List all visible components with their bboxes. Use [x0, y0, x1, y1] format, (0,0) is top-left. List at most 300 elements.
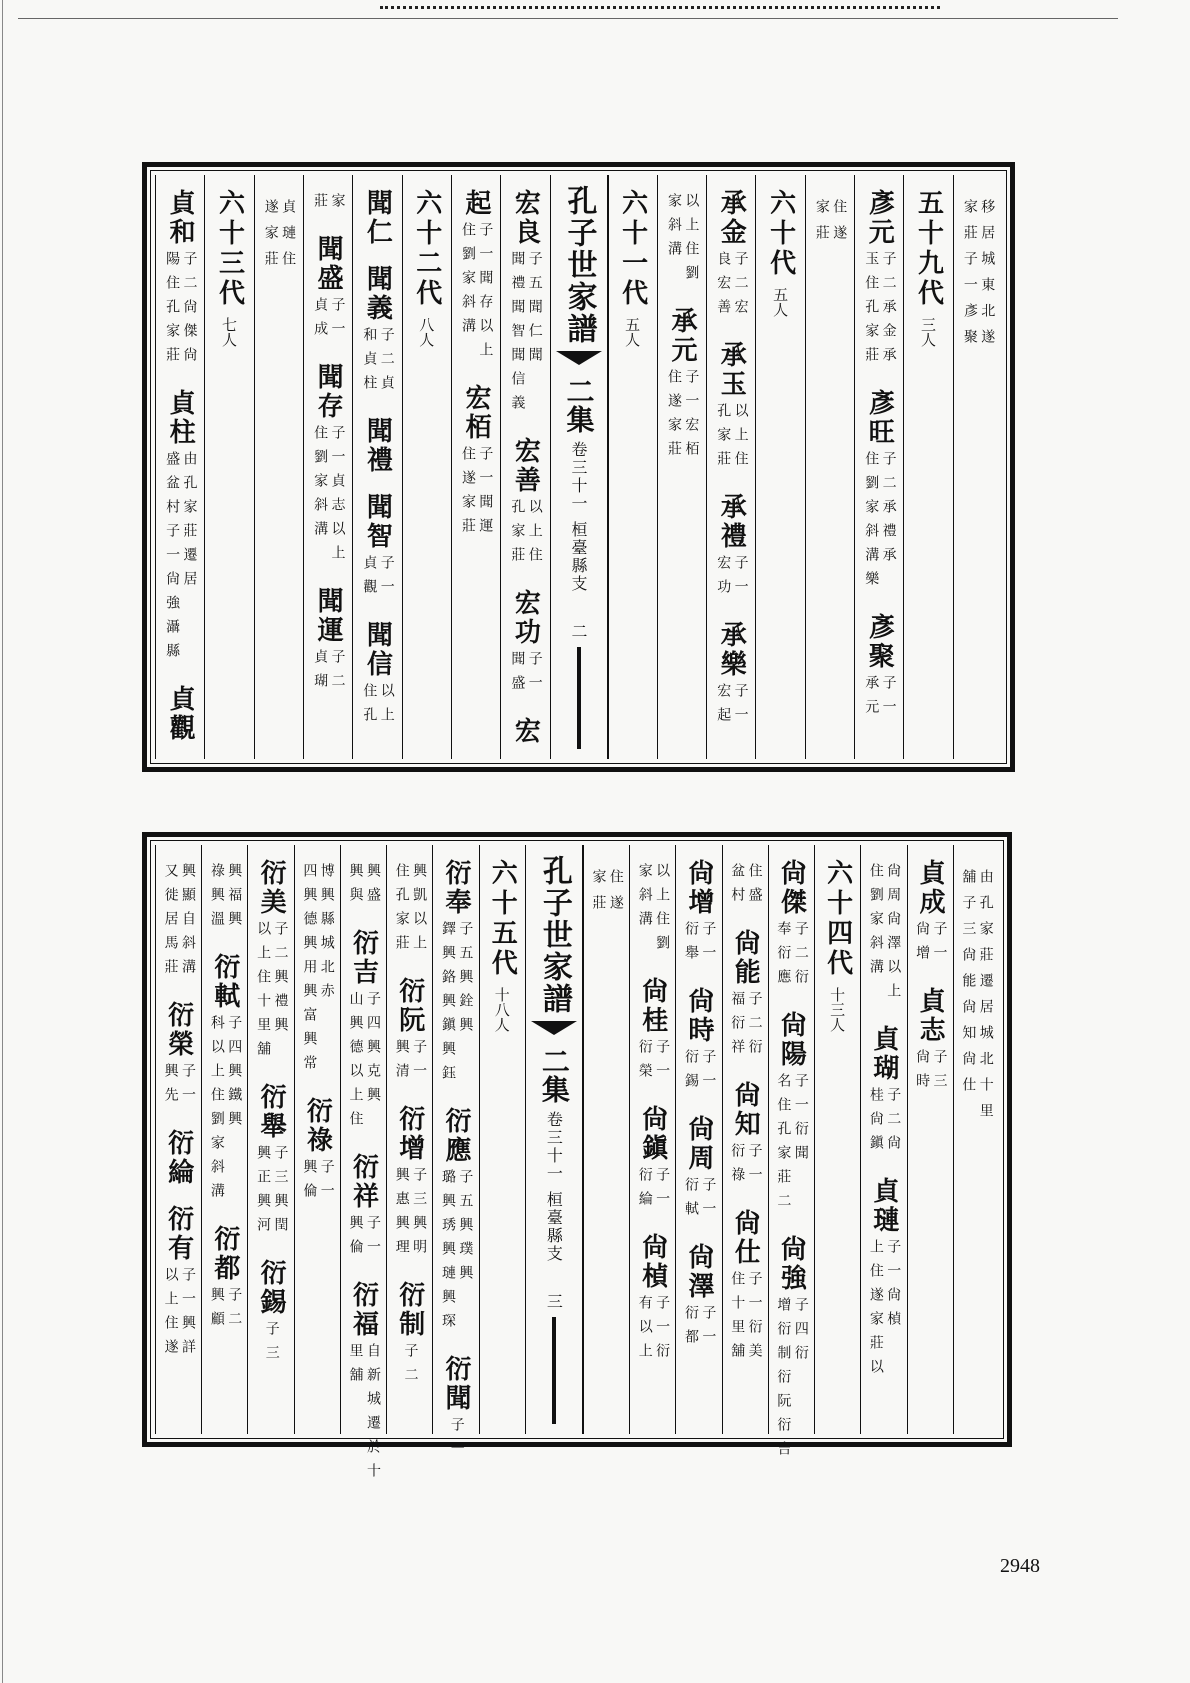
note-line: 子二承禮承: [880, 451, 897, 571]
note-line: 鐸興鉻興鎭興鈺: [440, 921, 457, 1089]
person-entry: [683, 1115, 716, 1225]
note-line: 子五聞仁聞: [526, 251, 543, 371]
note-line: 興倫: [301, 1159, 318, 1207]
person-column: [247, 845, 293, 1434]
person-note: [868, 1239, 901, 1383]
note-line: 有以上: [636, 1295, 653, 1367]
person-note: [683, 1049, 716, 1097]
note-line: 承元: [863, 675, 880, 723]
person-note: [312, 425, 345, 569]
note-line: 聞禮聞智聞信義: [509, 251, 526, 419]
person-note: [683, 1305, 716, 1353]
person-entry: [312, 235, 345, 345]
generation-heading: [755, 175, 804, 759]
person-entry: [255, 1083, 288, 1241]
generation-title: 六十二代: [411, 189, 442, 309]
fish-tail-ornament: [531, 1021, 577, 1043]
note-line: 良宏善: [715, 251, 732, 323]
generation-heading: [608, 175, 657, 759]
note-line: 興凱以上: [411, 863, 428, 959]
note-line: 衍祿: [729, 1143, 746, 1191]
person-entry: [775, 1011, 808, 1217]
person-column: [352, 175, 401, 759]
person-entry: [208, 859, 241, 935]
person-name: 聞義: [362, 265, 393, 323]
note-line: 興顯自斜溝: [180, 863, 196, 983]
note-line: 衍錫: [682, 1049, 699, 1097]
generation-title: 六十三代: [214, 189, 245, 309]
person-column: [155, 175, 204, 759]
note-line: 盛盆村子一尙強灄縣: [164, 451, 181, 667]
person-entry: [208, 953, 241, 1207]
person-entry: [636, 1233, 669, 1367]
note-line: 子一: [654, 1039, 671, 1087]
person-entry: [666, 189, 699, 289]
note-line: 聞盛: [509, 651, 526, 699]
person-name: 尙陽: [776, 1011, 807, 1069]
person-note: [301, 1159, 334, 1207]
note-line: 家莊: [590, 869, 607, 921]
note-line: 山興德以上住: [347, 991, 364, 1135]
person-note: [509, 499, 542, 571]
person-note: [729, 863, 762, 911]
note-line: 子二尙: [885, 1087, 902, 1159]
person-name: 尙增: [683, 859, 714, 917]
note-line: 家莊子一彥聚: [961, 199, 978, 355]
person-note: [402, 1343, 417, 1391]
leaf-number: 二: [569, 623, 588, 639]
person-entry: [868, 1177, 901, 1383]
person-note: [868, 863, 901, 1007]
fish-stem-line: [552, 1317, 556, 1424]
banner-column: [550, 175, 608, 759]
person-entry: [441, 1355, 472, 1465]
person-name: 衍祥: [348, 1153, 379, 1211]
person-note: [914, 1049, 947, 1097]
person-entry: [165, 685, 196, 743]
note-line: 子二: [226, 1287, 243, 1335]
note-line: 興與: [347, 863, 364, 911]
note-line: 尙周尙澤以上: [885, 863, 902, 1007]
note-line: 貞瑚: [312, 649, 329, 697]
note-line: 舖子三尙能尙知尙仕: [960, 869, 977, 1103]
branch-label: 桓臺縣支: [569, 521, 588, 593]
note-line: 子一: [654, 1167, 671, 1215]
note-line: 宏起: [715, 683, 732, 731]
person-name: 衍軾: [209, 953, 240, 1011]
note-line: 子二尙傑尙: [181, 251, 198, 371]
note-line: 桂尙鎭: [867, 1087, 884, 1159]
person-entry: [393, 1105, 426, 1263]
person-note: [208, 1287, 241, 1335]
note-line: 子一貞志以上: [329, 425, 346, 569]
note-line: 住遂: [607, 869, 624, 921]
note-line: 上住遂家莊以: [867, 1239, 884, 1383]
person-name: 承樂: [716, 621, 747, 679]
person-entry: [868, 1025, 901, 1159]
person-entry: [636, 859, 669, 959]
person-note: [666, 193, 699, 289]
person-note: [460, 222, 493, 366]
person-note: [683, 1177, 716, 1225]
person-name: 衍聞: [441, 1355, 472, 1413]
generation-heading: [479, 845, 525, 1434]
person-column: [201, 845, 247, 1434]
note-line: 興先: [162, 1063, 179, 1111]
note-line: 玉住孔家莊: [863, 251, 880, 371]
person-note: [666, 369, 699, 465]
annotation-column: [254, 175, 303, 759]
note-line: 興清: [393, 1039, 410, 1087]
person-note: [361, 683, 394, 731]
person-note: [715, 683, 748, 731]
generation-heading: [402, 175, 451, 759]
person-name: 宏善: [510, 437, 541, 495]
note-pair: [960, 863, 993, 1129]
note-line: 里舖: [347, 1343, 364, 1391]
person-entry: [312, 363, 345, 569]
person-name: 衍有: [163, 1205, 194, 1263]
person-name: 衍增: [394, 1105, 425, 1163]
person-note: [164, 251, 197, 371]
person-note: [263, 1321, 278, 1369]
note-line: 四興德興用興富興常: [301, 863, 318, 1079]
person-note: [312, 649, 345, 697]
person-note: [729, 991, 762, 1063]
person-column: [675, 845, 721, 1434]
book-title: 孔子世家譜: [536, 855, 572, 1015]
person-name: 起: [461, 189, 492, 218]
person-entry: [775, 859, 808, 993]
person-note: [162, 1063, 195, 1111]
note-line: 住劉家斜溝: [460, 222, 477, 342]
person-entry: [715, 621, 748, 731]
note-line: 家莊: [813, 199, 830, 251]
person-note: [208, 863, 241, 935]
person-note: [683, 921, 716, 969]
person-column: [768, 845, 814, 1465]
person-entry: [868, 859, 901, 1007]
person-name: 彥元: [864, 189, 895, 247]
note-line: 福衍祥: [729, 991, 746, 1063]
note-line: 家: [329, 193, 346, 217]
leaf-number: 三: [544, 1293, 564, 1309]
person-entry: [312, 189, 345, 217]
note-line: 子二衍: [746, 991, 763, 1063]
note-pair: [262, 193, 295, 277]
note-line: 子一: [700, 1049, 717, 1097]
person-name: 尙桂: [637, 977, 668, 1035]
generation-count: 十八人: [492, 987, 511, 1032]
person-name: 彥旺: [864, 389, 895, 447]
person-name: 貞柱: [165, 389, 196, 447]
person-entry: [347, 1281, 380, 1487]
person-entry: [636, 977, 669, 1087]
note-line: 貞成: [312, 297, 329, 345]
person-entry: [208, 1225, 241, 1335]
person-entry: [509, 189, 542, 419]
person-entry: [440, 1107, 473, 1337]
person-note: [509, 251, 542, 419]
person-note: [775, 921, 808, 993]
note-line: 以上住: [526, 499, 543, 571]
person-entry: [164, 389, 197, 667]
note-line: 以上住劉: [683, 193, 700, 289]
person-name: 貞觀: [165, 685, 196, 743]
generation-heading: [204, 175, 253, 759]
branch-label: 桓臺縣支: [544, 1191, 564, 1263]
note-line: 子一: [318, 1159, 335, 1207]
book-title: 孔子世家譜: [561, 185, 597, 345]
note-line: 奉衍應: [775, 921, 792, 993]
person-name: 貞璉: [868, 1177, 899, 1235]
person-column: [907, 845, 953, 1434]
note-line: 子五興璞興: [457, 1169, 474, 1289]
person-entry: [347, 1153, 380, 1263]
generation-count: 十三人: [828, 987, 847, 1032]
person-name: 衍綸: [163, 1129, 194, 1187]
note-line: 子一: [329, 297, 346, 345]
person-entry: [729, 929, 762, 1063]
person-note: [775, 1297, 808, 1465]
note-line: 住劉家斜溝: [867, 863, 884, 983]
note-line: 子一: [700, 1305, 717, 1353]
person-entry: [312, 587, 345, 697]
person-note: [312, 297, 345, 345]
person-column: [303, 175, 352, 759]
person-column: [657, 175, 706, 759]
upper-genealogy-page: [142, 162, 1015, 772]
person-note: [863, 675, 896, 723]
person-entry: [683, 859, 716, 969]
lower-genealogy-page: [142, 832, 1012, 1487]
note-line: 子一: [746, 1143, 763, 1191]
person-name: 尙澤: [683, 1243, 714, 1301]
person-note: [393, 863, 426, 959]
person-column: [629, 845, 675, 1434]
person-entry: [301, 859, 334, 1079]
banner-column: [525, 845, 583, 1434]
person-entry: [729, 1209, 762, 1367]
note-line: 子一聞運: [477, 446, 494, 542]
note-line: 陽住孔家莊: [164, 251, 181, 371]
note-line: 家斜溝: [665, 193, 682, 265]
note-line: 子一尙楨: [885, 1239, 902, 1335]
note-line: 子二衍: [792, 921, 809, 993]
fish-stem-line: [577, 647, 581, 749]
scan-top-rule: [18, 18, 1118, 19]
note-line: 子二承金承: [880, 251, 897, 371]
person-entry: [440, 859, 473, 1089]
generation-count: 五人: [771, 287, 790, 317]
note-line: 以上住: [732, 403, 749, 475]
person-entry: [394, 1281, 425, 1391]
person-note: [715, 555, 748, 603]
note-line: 子一: [700, 921, 717, 969]
person-entry: [683, 1243, 716, 1353]
note-line: 子四興克興: [364, 991, 381, 1111]
note-line: 衍都: [682, 1305, 699, 1353]
person-entry: [393, 977, 426, 1087]
person-name: 聞禮: [362, 417, 393, 475]
person-entry: [361, 621, 394, 731]
generation-count: 七人: [219, 317, 238, 347]
person-note: [715, 403, 748, 475]
person-name: 衍錫: [256, 1259, 287, 1317]
person-name: 尙能: [730, 929, 761, 987]
person-name: 聞智: [362, 493, 393, 551]
note-line: 遂家莊: [262, 199, 279, 277]
person-entry: [509, 437, 542, 571]
person-entry: [509, 589, 542, 699]
person-entry: [510, 717, 541, 746]
note-line: 增衍制衍阮衍吉: [775, 1297, 792, 1465]
person-note: [162, 1267, 195, 1363]
note-line: 名住孔家莊二: [775, 1073, 792, 1217]
person-entry: [863, 389, 896, 595]
note-line: 住孔: [361, 683, 378, 731]
person-note: [863, 251, 896, 371]
person-note: [393, 1167, 426, 1263]
note-line: 子一: [526, 651, 543, 699]
person-note: [775, 1073, 808, 1217]
person-note: [636, 1295, 669, 1367]
person-note: [863, 451, 896, 595]
note-line: 衍榮: [636, 1039, 653, 1087]
person-note: [729, 1143, 762, 1191]
person-name: 聞盛: [313, 235, 344, 293]
person-name: 衍制: [394, 1281, 425, 1339]
person-name: 宏功: [510, 589, 541, 647]
fish-tail-ornament: [556, 351, 602, 373]
note-line: 子一衍: [654, 1295, 671, 1367]
note-line: 移居城東北遂: [979, 199, 996, 355]
person-name: 聞運: [313, 587, 344, 645]
note-line: 孔家莊: [509, 499, 526, 571]
person-column: [386, 845, 432, 1434]
annotation-column: [953, 175, 1002, 759]
person-note: [460, 446, 493, 542]
person-name: 聞仁: [362, 189, 393, 247]
note-line: 子二宏: [732, 251, 749, 323]
person-name: 尙鎭: [637, 1105, 668, 1163]
note-line: 科以上住劉家斜溝: [208, 1015, 225, 1207]
person-entry: [775, 1235, 808, 1465]
person-name: 彥聚: [864, 613, 895, 671]
person-name: 衍美: [256, 859, 287, 917]
note-line: 住劉家斜溝: [312, 425, 329, 545]
person-column: [340, 845, 386, 1487]
note-line: 住盛: [746, 863, 763, 911]
person-entry: [301, 1097, 334, 1207]
person-column: [854, 175, 903, 759]
person-column: [500, 175, 549, 759]
series-label: 二集: [537, 1047, 571, 1103]
note-line: 子二興禮興: [272, 921, 289, 1041]
volume-label: 卷三十一: [569, 441, 588, 513]
note-line: 子一: [880, 675, 897, 723]
note-line: 由孔家莊遷居: [181, 451, 198, 595]
note-line: 子二貞: [378, 327, 395, 399]
note-line: 子一: [364, 1215, 381, 1263]
person-entry: [729, 1081, 762, 1191]
note-line: 住劉家斜溝樂: [863, 451, 880, 595]
note-line: 家斜溝: [636, 863, 653, 935]
person-entry: [362, 189, 393, 247]
person-entry: [362, 417, 393, 475]
generation-title: 六十四代: [822, 859, 853, 979]
person-name: 尙時: [683, 987, 714, 1045]
note-line: 子一興詳: [180, 1267, 196, 1363]
person-entry: [863, 613, 896, 723]
note-pair: [814, 193, 847, 251]
person-entry: [347, 859, 380, 911]
person-note: [636, 1167, 669, 1215]
person-name: 貞成: [915, 859, 946, 917]
person-note: [440, 921, 473, 1089]
note-line: 子一: [931, 921, 948, 969]
person-name: 衍舉: [256, 1083, 287, 1141]
person-entry: [715, 341, 748, 475]
person-name: 尙強: [776, 1235, 807, 1293]
note-line: 以上住遂: [162, 1267, 179, 1363]
note-line: 又徙居馬莊: [162, 863, 179, 983]
note-line: 宏功: [715, 555, 732, 603]
person-note: [914, 921, 947, 969]
person-note: [636, 1039, 669, 1087]
person-entry: [164, 189, 197, 371]
note-line: 尙增: [914, 921, 931, 969]
note-line: 子一聞存以上: [477, 222, 494, 366]
person-entry: [393, 859, 426, 959]
note-line: 璐興琇興璉興琛: [440, 1169, 457, 1337]
generation-count: 五人: [623, 317, 642, 347]
annotation-column: [805, 175, 854, 759]
person-name: 貞瑚: [868, 1025, 899, 1083]
note-line: 自新城遷於十: [364, 1343, 381, 1487]
person-note: [312, 193, 345, 217]
person-name: 承金: [716, 189, 747, 247]
person-note: [636, 863, 669, 959]
note-line: 子一宏栢: [683, 369, 700, 465]
note-line: 莊: [312, 193, 329, 217]
note-line: 子一: [378, 555, 395, 603]
person-column: [451, 175, 500, 759]
note-line: 子三興閏: [272, 1145, 289, 1241]
person-entry: [914, 859, 947, 969]
note-line: 博興縣城北赤: [318, 863, 335, 1007]
note-line: 子五興銓興: [457, 921, 474, 1041]
note-line: 子一衍聞: [792, 1073, 809, 1169]
generation-count: 八人: [417, 317, 436, 347]
note-line: 子一: [448, 1417, 465, 1465]
note-line: 貞觀: [361, 555, 378, 603]
person-name: 衍阮: [394, 977, 425, 1035]
person-entry: [162, 1205, 195, 1363]
person-name: 衍應: [441, 1107, 472, 1165]
note-line: 祿興溫: [208, 863, 225, 935]
generation-title: 六十一代: [617, 189, 648, 309]
person-note: [255, 1145, 288, 1241]
generation-count: 三人: [919, 317, 938, 347]
note-pair: [961, 193, 994, 355]
note-line: 子三: [263, 1321, 280, 1369]
note-line: 由孔家莊遷居城北十里: [977, 869, 994, 1129]
person-name: 聞信: [362, 621, 393, 679]
person-note: [393, 1039, 426, 1087]
annotation-column: [953, 845, 999, 1434]
person-note: [162, 863, 195, 983]
